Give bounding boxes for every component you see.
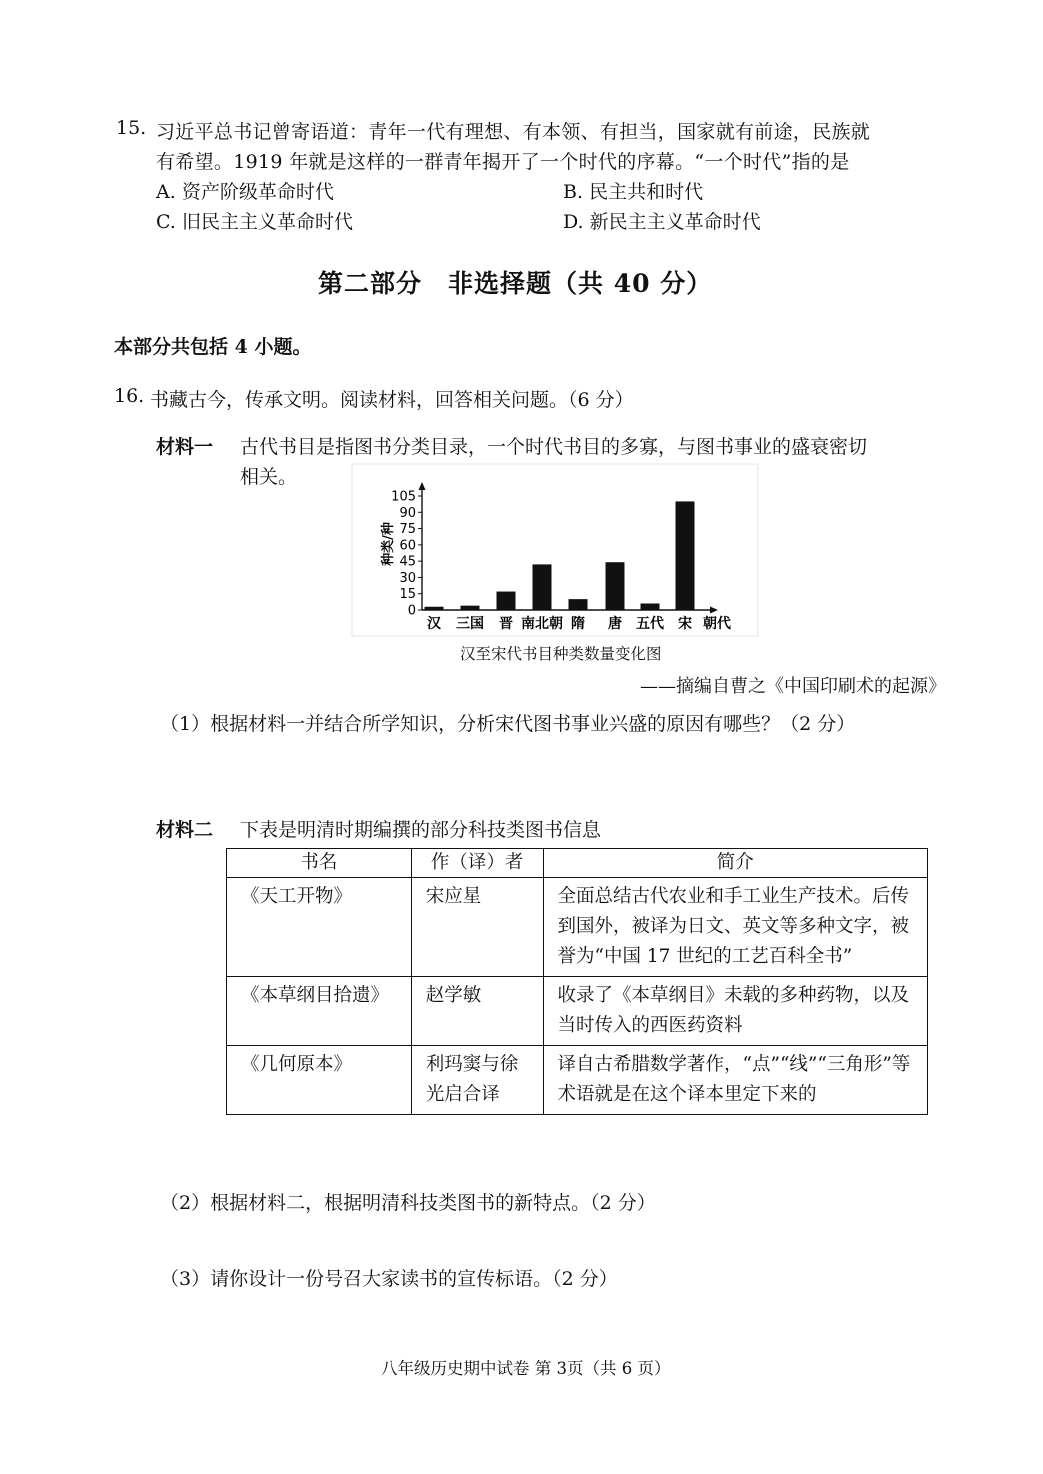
option-text: 旧民主主义革命时代 xyxy=(181,211,353,233)
bar xyxy=(676,501,695,610)
option-label: D. xyxy=(563,211,584,233)
material1-line1: 古代书目是指图书分类目录，一个时代书目的多寡，与图书事业的盛衰密切 xyxy=(240,436,868,458)
x-tick-label: 晋 xyxy=(499,616,513,632)
y-tick-label: 90 xyxy=(399,505,416,521)
y-tick-label: 105 xyxy=(391,489,416,505)
book-title: 《本草纲目拾遗》 xyxy=(227,977,412,1046)
bar xyxy=(497,592,516,610)
q15-stem-line2: 有希望。1919 年就是这样的一群青年揭开了一个时代的序幕。“一个时代”指的是 xyxy=(156,151,850,173)
x-tick-label: 五代 xyxy=(636,616,664,632)
material1-line2: 相关。 xyxy=(240,466,298,488)
option-text: 资产阶级革命时代 xyxy=(181,181,334,203)
option-text: 新民主主义革命时代 xyxy=(589,211,761,233)
book-title: 《几何原本》 xyxy=(227,1046,412,1115)
book-desc: 全面总结古代农业和手工业生产技术。后传到国外，被译为日文、英文等多种文字，被誉为“中国 17 世纪的工艺百科全书” xyxy=(543,878,927,977)
header-desc: 简介 xyxy=(543,849,927,878)
bar xyxy=(641,603,660,610)
q15-stem-line1: 习近平总书记曾寄语道：青年一代有理想、有本领、有担当，国家就有前途，民族就 xyxy=(156,121,871,143)
table-row xyxy=(227,878,928,977)
x-tick-label: 三国 xyxy=(456,616,484,632)
table-header-row xyxy=(227,849,928,878)
book-author: 赵学敏 xyxy=(411,977,543,1046)
table-row xyxy=(227,1046,928,1115)
q16-number: 16. xyxy=(114,385,145,407)
book-author: 利玛窦与徐光启合译 xyxy=(411,1046,543,1115)
q16-sub3: （3）请你设计一份号召大家读书的宣传标语。（2 分） xyxy=(160,1268,618,1290)
header-title: 书名 xyxy=(227,849,412,878)
chart-caption: 汉至宋代书目种类数量变化图 xyxy=(460,645,662,663)
table-row xyxy=(227,977,928,1046)
bar xyxy=(533,564,552,610)
y-tick-label: 60 xyxy=(399,538,416,554)
book-title: 《天工开物》 xyxy=(227,878,412,977)
material2-label: 材料二 xyxy=(156,819,214,841)
option-label: B. xyxy=(563,181,584,203)
q16-sub2: （2）根据材料二，根据明清科技类图书的新特点。（2 分） xyxy=(160,1192,656,1214)
q15-option-a xyxy=(156,177,334,204)
q15-option-b xyxy=(563,177,703,204)
q15-option-d xyxy=(563,207,761,234)
book-author: 宋应星 xyxy=(411,878,543,977)
part2-title: 第二部分 非选择题（共 40 分） xyxy=(318,269,713,298)
material1-label: 材料一 xyxy=(156,436,214,458)
chart-source: ——摘编自曹之《中国印刷术的起源》 xyxy=(640,676,946,697)
q16-sub1: （1）根据材料一并结合所学知识，分析宋代图书事业兴盛的原因有哪些？（2 分） xyxy=(160,713,856,735)
y-tick-label: 45 xyxy=(399,554,416,570)
y-axis-label: 种类/种 xyxy=(381,522,396,566)
books-table xyxy=(226,848,928,1115)
bar xyxy=(569,599,588,610)
y-tick-label: 30 xyxy=(399,570,416,586)
y-axis-arrow xyxy=(419,482,426,490)
book-desc: 译自古希腊数学著作，“点”“线”“三角形”等术语就是在这个译本里定下来的 xyxy=(543,1046,927,1115)
q15-number: 15. xyxy=(116,117,147,139)
part2-intro: 本部分共包括 4 小题。 xyxy=(114,336,312,358)
bar xyxy=(461,606,480,610)
bar xyxy=(606,562,625,610)
y-tick-label: 75 xyxy=(399,522,416,538)
y-tick-label: 0 xyxy=(407,603,416,619)
x-tick-label: 宋 xyxy=(678,616,692,632)
option-label: A. xyxy=(156,181,176,203)
x-tick-label: 南北朝 xyxy=(521,616,563,632)
x-axis-arrow xyxy=(710,607,718,614)
q16-stem: 书藏古今，传承文明。阅读材料，回答相关问题。（6 分） xyxy=(150,389,634,411)
book-desc: 收录了《本草纲目》未载的多种药物，以及当时传入的西医药资料 xyxy=(543,977,927,1046)
bar-chart xyxy=(350,462,770,638)
y-tick-label: 15 xyxy=(399,587,416,603)
option-label: C. xyxy=(156,211,176,233)
x-tick-label: 唐 xyxy=(608,616,622,632)
x-tick-label: 隋 xyxy=(571,616,585,632)
option-text: 民主共和时代 xyxy=(589,181,704,203)
bar xyxy=(425,607,444,610)
material2-text: 下表是明清时期编撰的部分科技类图书信息 xyxy=(240,819,602,841)
header-author: 作（译）者 xyxy=(411,849,543,878)
q15-option-c xyxy=(156,207,353,234)
x-tick-label: 汉 xyxy=(427,616,441,632)
page-footer: 八年级历史期中试卷 第 3页（共 6 页） xyxy=(381,1359,671,1378)
x-axis-label: 朝代 xyxy=(703,616,731,632)
